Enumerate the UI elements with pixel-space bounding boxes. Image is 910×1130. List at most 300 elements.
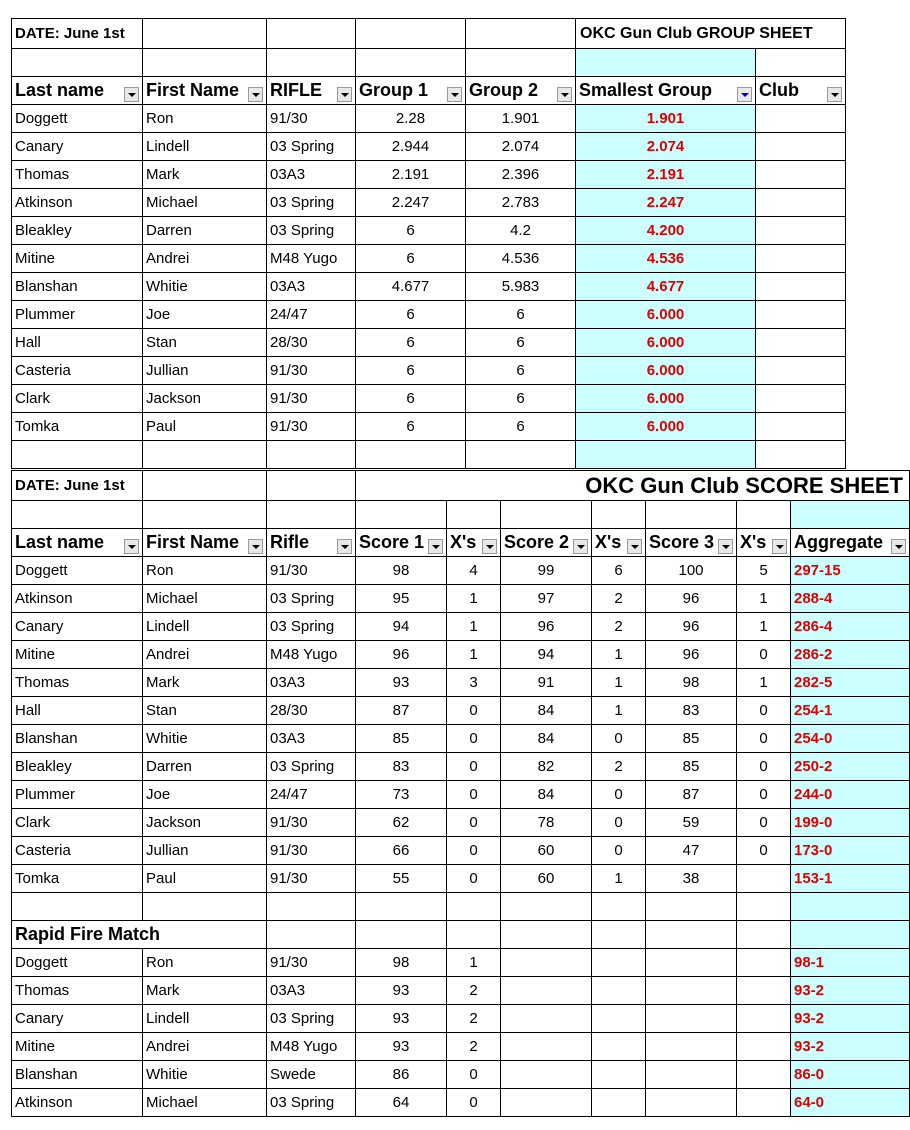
- dropdown-arrow-icon[interactable]: [428, 539, 443, 554]
- score-cell-last-name: Casteria: [12, 837, 143, 865]
- score-cell-last-name: Mitine: [12, 641, 143, 669]
- group-cell-rifle: 03 Spring: [267, 133, 356, 161]
- rapid-cell-2: Swede: [267, 1061, 356, 1089]
- score-cell-last-name: Blanshan: [12, 725, 143, 753]
- score-cell-score-2: 97: [501, 585, 592, 613]
- score-cell-x-s: 6: [592, 557, 646, 585]
- group-header-first-name: [143, 77, 267, 105]
- score-cell-last-name: Canary: [12, 613, 143, 641]
- group-cell-club: [756, 301, 846, 329]
- score-cell-aggregate: 153-1: [791, 865, 910, 893]
- score-cell-first-name: Stan: [143, 697, 267, 725]
- score-header-rifle-2: [267, 529, 356, 557]
- score-cell-last-name: Plummer: [12, 781, 143, 809]
- group-cell-last-name: Tomka: [12, 413, 143, 441]
- score-cell-x-s: 2: [592, 585, 646, 613]
- group-cell-last-name: Plummer: [12, 301, 143, 329]
- score-cell-score-3: 96: [646, 641, 737, 669]
- group-cell-smallest-group: 6.000: [576, 357, 756, 385]
- rapid-cell-3: 93: [356, 977, 447, 1005]
- table-row: [12, 893, 910, 921]
- score-cell-x-s: 0: [447, 865, 501, 893]
- score-cell-x-s: 0: [737, 781, 791, 809]
- score-cell-x-s: [737, 865, 791, 893]
- group-cell-smallest-group: 2.191: [576, 161, 756, 189]
- rapid-cell-4: 2: [447, 1005, 501, 1033]
- score-cell-last-name: Hall: [12, 697, 143, 725]
- rapid-cell-9: 98-1: [791, 949, 910, 977]
- group-cell-last-name: Mitine: [12, 245, 143, 273]
- group-cell-club: [756, 105, 846, 133]
- group-cell-smallest-group: 4.200: [576, 217, 756, 245]
- score-cell-last-name: Bleakley: [12, 753, 143, 781]
- score-cell-score-1: 62: [356, 809, 447, 837]
- score-cell-score-2: 84: [501, 697, 592, 725]
- score-cell-score-2: 82: [501, 753, 592, 781]
- table-row: [12, 1005, 910, 1033]
- score-cell-score-1: 83: [356, 753, 447, 781]
- dropdown-arrow-icon[interactable]: [248, 539, 263, 554]
- group-cell-last-name: Bleakley: [12, 217, 143, 245]
- table-row: [12, 837, 910, 865]
- group-cell-group-1: 2.191: [356, 161, 466, 189]
- group-cell-group-1: 6: [356, 217, 466, 245]
- group-sheet-title: OKC Gun Club GROUP SHEET: [576, 19, 846, 49]
- rapid-cell-4: 0: [447, 1061, 501, 1089]
- group-sheet-table: [11, 18, 846, 469]
- score-header-first-name-1: [143, 529, 267, 557]
- rapid-cell-0: Blanshan: [12, 1061, 143, 1089]
- dropdown-arrow-icon[interactable]: [772, 539, 787, 554]
- table-row: [12, 133, 846, 161]
- rapid-cell-2: 91/30: [267, 949, 356, 977]
- table-row: [12, 697, 910, 725]
- score-cell-score-3: 83: [646, 697, 737, 725]
- table-row: [12, 273, 846, 301]
- score-cell-x-s: 0: [592, 837, 646, 865]
- score-date: DATE: June 1st: [12, 471, 143, 501]
- score-cell-first-name: Michael: [143, 585, 267, 613]
- group-cell-first-name: Lindell: [143, 133, 267, 161]
- group-cell-first-name: Andrei: [143, 245, 267, 273]
- rapid-cell-3: 86: [356, 1061, 447, 1089]
- score-cell-rifle: M48 Yugo: [267, 641, 356, 669]
- dropdown-arrow-icon[interactable]: [573, 539, 588, 554]
- group-cell-rifle: 91/30: [267, 413, 356, 441]
- table-row: [12, 1061, 910, 1089]
- group-cell-group-1: 6: [356, 301, 466, 329]
- header-label: Club: [759, 79, 799, 100]
- score-cell-score-2: 60: [501, 837, 592, 865]
- score-cell-score-1: 85: [356, 725, 447, 753]
- rapid-cell-1: Ron: [143, 949, 267, 977]
- dropdown-arrow-icon[interactable]: [718, 539, 733, 554]
- score-cell-score-1: 87: [356, 697, 447, 725]
- group-cell-club: [756, 245, 846, 273]
- group-cell-rifle: 03 Spring: [267, 189, 356, 217]
- group-cell-first-name: Paul: [143, 413, 267, 441]
- table-row: [12, 1089, 910, 1117]
- group-cell-group-1: 6: [356, 385, 466, 413]
- rapid-cell-2: 03 Spring: [267, 1089, 356, 1117]
- score-cell-score-1: 73: [356, 781, 447, 809]
- group-cell-group-1: 2.944: [356, 133, 466, 161]
- rapid-cell-0: Thomas: [12, 977, 143, 1005]
- score-cell-rifle: 03A3: [267, 725, 356, 753]
- group-date: DATE: June 1st: [12, 19, 143, 49]
- score-cell-score-3: 96: [646, 613, 737, 641]
- table-row: [12, 669, 910, 697]
- group-cell-smallest-group: 1.901: [576, 105, 756, 133]
- group-cell-smallest-group: 4.677: [576, 273, 756, 301]
- group-cell-first-name: Ron: [143, 105, 267, 133]
- table-row: [12, 585, 910, 613]
- table-row: [12, 977, 910, 1005]
- score-cell-x-s: 0: [737, 809, 791, 837]
- score-cell-score-3: 85: [646, 753, 737, 781]
- score-cell-x-s: 0: [447, 781, 501, 809]
- group-cell-club: [756, 413, 846, 441]
- group-header-rifle: [267, 77, 356, 105]
- group-cell-group-2: 6: [466, 413, 576, 441]
- table-row: [12, 329, 846, 357]
- header-label: RIFLE: [270, 79, 322, 100]
- rapid-cell-0: Atkinson: [12, 1089, 143, 1117]
- group-cell-group-1: 6: [356, 245, 466, 273]
- score-cell-first-name: Whitie: [143, 725, 267, 753]
- group-cell-last-name: Casteria: [12, 357, 143, 385]
- table-row: [12, 809, 910, 837]
- group-cell-first-name: Stan: [143, 329, 267, 357]
- table-row: [12, 949, 910, 977]
- score-cell-score-2: 99: [501, 557, 592, 585]
- score-cell-last-name: Tomka: [12, 865, 143, 893]
- score-cell-x-s: 2: [592, 753, 646, 781]
- table-row: [12, 641, 910, 669]
- group-cell-group-1: 6: [356, 413, 466, 441]
- dropdown-arrow-icon[interactable]: [337, 87, 352, 102]
- score-cell-score-3: 100: [646, 557, 737, 585]
- group-cell-group-1: 4.677: [356, 273, 466, 301]
- header-label: X's: [740, 531, 767, 552]
- table-row: [12, 189, 846, 217]
- score-cell-score-2: 78: [501, 809, 592, 837]
- rapid-cell-1: Mark: [143, 977, 267, 1005]
- score-cell-x-s: 4: [447, 557, 501, 585]
- score-cell-first-name: Andrei: [143, 641, 267, 669]
- score-cell-rifle: 24/47: [267, 781, 356, 809]
- score-header-x-s-4: [447, 529, 501, 557]
- sort-dropdown-arrow-icon[interactable]: [737, 87, 752, 102]
- score-cell-x-s: 0: [447, 697, 501, 725]
- score-cell-first-name: Lindell: [143, 613, 267, 641]
- dropdown-arrow-icon[interactable]: [891, 539, 906, 554]
- score-cell-rifle: 91/30: [267, 557, 356, 585]
- score-cell-x-s: 5: [737, 557, 791, 585]
- score-cell-first-name: Jullian: [143, 837, 267, 865]
- score-header-x-s-8: [737, 529, 791, 557]
- dropdown-arrow-icon[interactable]: [627, 539, 642, 554]
- score-header-last-name-0: [12, 529, 143, 557]
- group-cell-group-2: 1.901: [466, 105, 576, 133]
- dropdown-arrow-icon[interactable]: [337, 539, 352, 554]
- score-cell-aggregate: 282-5: [791, 669, 910, 697]
- score-cell-x-s: 1: [447, 585, 501, 613]
- rapid-cell-0: Doggett: [12, 949, 143, 977]
- group-cell-club: [756, 161, 846, 189]
- score-header-aggregate-9: [791, 529, 910, 557]
- dropdown-arrow-icon[interactable]: [447, 87, 462, 102]
- header-label: X's: [450, 531, 477, 552]
- group-cell-first-name: Michael: [143, 189, 267, 217]
- score-cell-x-s: 0: [447, 725, 501, 753]
- group-cell-group-1: 2.28: [356, 105, 466, 133]
- score-cell-rifle: 91/30: [267, 809, 356, 837]
- score-cell-aggregate: 286-2: [791, 641, 910, 669]
- score-cell-score-1: 95: [356, 585, 447, 613]
- rapid-cell-4: 1: [447, 949, 501, 977]
- group-cell-group-2: 5.983: [466, 273, 576, 301]
- rapid-cell-9: 93-2: [791, 1005, 910, 1033]
- group-cell-first-name: Joe: [143, 301, 267, 329]
- header-label: Last name: [15, 79, 105, 100]
- group-cell-first-name: Whitie: [143, 273, 267, 301]
- score-cell-score-2: 60: [501, 865, 592, 893]
- group-cell-rifle: 28/30: [267, 329, 356, 357]
- score-cell-score-3: 47: [646, 837, 737, 865]
- score-cell-aggregate: 173-0: [791, 837, 910, 865]
- group-cell-last-name: Atkinson: [12, 189, 143, 217]
- group-cell-rifle: 03 Spring: [267, 217, 356, 245]
- score-cell-score-2: 91: [501, 669, 592, 697]
- rapid-cell-0: Canary: [12, 1005, 143, 1033]
- score-cell-last-name: Atkinson: [12, 585, 143, 613]
- group-cell-group-2: 6: [466, 301, 576, 329]
- score-cell-x-s: 1: [737, 613, 791, 641]
- score-cell-aggregate: 297-15: [791, 557, 910, 585]
- group-header-club: [756, 77, 846, 105]
- group-cell-group-2: 2.396: [466, 161, 576, 189]
- table-row: [12, 105, 846, 133]
- table-row: [12, 865, 910, 893]
- group-cell-smallest-group: 4.536: [576, 245, 756, 273]
- score-cell-score-2: 96: [501, 613, 592, 641]
- score-cell-x-s: 2: [592, 613, 646, 641]
- score-cell-x-s: 0: [737, 725, 791, 753]
- rapid-cell-9: 93-2: [791, 1033, 910, 1061]
- table-row: [12, 217, 846, 245]
- rapid-cell-4: 2: [447, 977, 501, 1005]
- score-cell-rifle: 03 Spring: [267, 613, 356, 641]
- score-cell-score-1: 66: [356, 837, 447, 865]
- header-label: Score 3: [649, 531, 715, 552]
- score-cell-aggregate: 254-0: [791, 725, 910, 753]
- group-cell-smallest-group: 6.000: [576, 385, 756, 413]
- score-cell-score-3: 59: [646, 809, 737, 837]
- group-cell-group-2: 6: [466, 329, 576, 357]
- group-cell-club: [756, 189, 846, 217]
- score-sheet-title: OKC Gun Club SCORE SHEET: [356, 471, 910, 501]
- table-row: [12, 753, 910, 781]
- rapid-fire-title: Rapid Fire Match: [12, 921, 267, 949]
- group-cell-group-1: 6: [356, 357, 466, 385]
- score-cell-score-1: 93: [356, 669, 447, 697]
- score-cell-aggregate: 254-1: [791, 697, 910, 725]
- group-cell-rifle: 24/47: [267, 301, 356, 329]
- score-cell-score-3: 96: [646, 585, 737, 613]
- score-cell-last-name: Clark: [12, 809, 143, 837]
- group-cell-group-2: 4.2: [466, 217, 576, 245]
- dropdown-arrow-icon[interactable]: [557, 87, 572, 102]
- score-cell-score-3: 98: [646, 669, 737, 697]
- group-cell-last-name: Blanshan: [12, 273, 143, 301]
- score-cell-first-name: Darren: [143, 753, 267, 781]
- group-cell-club: [756, 357, 846, 385]
- table-row: [12, 557, 910, 585]
- rapid-cell-3: 64: [356, 1089, 447, 1117]
- group-cell-group-1: 2.247: [356, 189, 466, 217]
- score-cell-aggregate: 250-2: [791, 753, 910, 781]
- score-cell-rifle: 03 Spring: [267, 753, 356, 781]
- score-cell-score-1: 96: [356, 641, 447, 669]
- score-cell-aggregate: 288-4: [791, 585, 910, 613]
- score-header-score-2-5: [501, 529, 592, 557]
- score-cell-rifle: 28/30: [267, 697, 356, 725]
- score-header-score-1-3: [356, 529, 447, 557]
- rapid-cell-1: Michael: [143, 1089, 267, 1117]
- score-cell-x-s: 0: [592, 809, 646, 837]
- dropdown-arrow-icon[interactable]: [124, 87, 139, 102]
- rapid-cell-1: Whitie: [143, 1061, 267, 1089]
- score-cell-first-name: Ron: [143, 557, 267, 585]
- score-cell-score-2: 84: [501, 725, 592, 753]
- score-cell-rifle: 91/30: [267, 837, 356, 865]
- score-cell-x-s: 0: [737, 753, 791, 781]
- group-cell-club: [756, 329, 846, 357]
- rapid-cell-4: 2: [447, 1033, 501, 1061]
- group-cell-group-2: 4.536: [466, 245, 576, 273]
- header-label: Aggregate: [794, 531, 884, 552]
- score-cell-x-s: 0: [592, 781, 646, 809]
- score-cell-x-s: 1: [447, 641, 501, 669]
- dropdown-arrow-icon[interactable]: [124, 539, 139, 554]
- score-cell-score-1: 55: [356, 865, 447, 893]
- group-cell-club: [756, 217, 846, 245]
- table-row: [12, 1033, 910, 1061]
- group-cell-first-name: Jackson: [143, 385, 267, 413]
- group-cell-smallest-group: 6.000: [576, 413, 756, 441]
- score-cell-x-s: 0: [447, 753, 501, 781]
- group-cell-group-2: 6: [466, 357, 576, 385]
- score-cell-x-s: 1: [737, 585, 791, 613]
- score-header-score-3-7: [646, 529, 737, 557]
- group-cell-group-2: 6: [466, 385, 576, 413]
- group-cell-group-1: 6: [356, 329, 466, 357]
- dropdown-arrow-icon[interactable]: [248, 87, 263, 102]
- header-label: X's: [595, 531, 622, 552]
- rapid-cell-9: 64-0: [791, 1089, 910, 1117]
- group-cell-rifle: 91/30: [267, 357, 356, 385]
- header-label: Score 2: [504, 531, 570, 552]
- score-cell-x-s: 1: [592, 641, 646, 669]
- score-cell-x-s: 0: [447, 809, 501, 837]
- group-header-group-2: [466, 77, 576, 105]
- header-label: Score 1: [359, 531, 425, 552]
- group-header-smallest-group: [576, 77, 756, 105]
- score-cell-first-name: Mark: [143, 669, 267, 697]
- score-cell-x-s: 0: [447, 837, 501, 865]
- rapid-cell-2: 03A3: [267, 977, 356, 1005]
- group-cell-club: [756, 133, 846, 161]
- group-cell-group-2: 2.783: [466, 189, 576, 217]
- group-cell-last-name: Thomas: [12, 161, 143, 189]
- score-cell-score-1: 94: [356, 613, 447, 641]
- dropdown-arrow-icon[interactable]: [827, 87, 842, 102]
- table-row: [12, 613, 910, 641]
- score-cell-x-s: 1: [592, 697, 646, 725]
- group-cell-smallest-group: 2.247: [576, 189, 756, 217]
- score-sheet-table: [11, 470, 910, 1117]
- rapid-cell-3: 93: [356, 1005, 447, 1033]
- score-cell-score-3: 38: [646, 865, 737, 893]
- score-cell-x-s: 1: [592, 865, 646, 893]
- table-row: [12, 161, 846, 189]
- rapid-cell-1: Lindell: [143, 1005, 267, 1033]
- score-cell-rifle: 91/30: [267, 865, 356, 893]
- rapid-cell-2: M48 Yugo: [267, 1033, 356, 1061]
- score-cell-score-2: 94: [501, 641, 592, 669]
- score-cell-x-s: 1: [447, 613, 501, 641]
- rapid-cell-1: Andrei: [143, 1033, 267, 1061]
- dropdown-arrow-icon[interactable]: [482, 539, 497, 554]
- group-header-last-name: [12, 77, 143, 105]
- group-cell-rifle: 03A3: [267, 161, 356, 189]
- score-cell-last-name: Doggett: [12, 557, 143, 585]
- rapid-cell-9: 86-0: [791, 1061, 910, 1089]
- score-cell-first-name: Jackson: [143, 809, 267, 837]
- header-label: Last name: [15, 531, 105, 552]
- score-cell-rifle: 03A3: [267, 669, 356, 697]
- score-cell-x-s: 1: [592, 669, 646, 697]
- group-cell-club: [756, 385, 846, 413]
- group-cell-rifle: 03A3: [267, 273, 356, 301]
- group-cell-rifle: 91/30: [267, 385, 356, 413]
- score-cell-x-s: 0: [737, 697, 791, 725]
- table-row: [12, 413, 846, 441]
- rapid-cell-4: 0: [447, 1089, 501, 1117]
- rapid-cell-3: 98: [356, 949, 447, 977]
- rapid-cell-9: 93-2: [791, 977, 910, 1005]
- header-label: Rifle: [270, 531, 310, 552]
- group-cell-group-2: 2.074: [466, 133, 576, 161]
- group-cell-last-name: Doggett: [12, 105, 143, 133]
- header-label: First Name: [146, 531, 240, 552]
- rapid-cell-2: 03 Spring: [267, 1005, 356, 1033]
- group-cell-smallest-group: 6.000: [576, 301, 756, 329]
- header-label: Group 2: [469, 79, 539, 100]
- group-cell-first-name: Mark: [143, 161, 267, 189]
- table-row: [12, 357, 846, 385]
- group-cell-first-name: Darren: [143, 217, 267, 245]
- header-label: Smallest Group: [579, 79, 713, 100]
- rapid-cell-0: Mitine: [12, 1033, 143, 1061]
- score-cell-x-s: 0: [592, 725, 646, 753]
- group-cell-smallest-group: 6.000: [576, 329, 756, 357]
- group-cell-rifle: 91/30: [267, 105, 356, 133]
- rapid-fire-header-row: [12, 921, 910, 949]
- rapid-cell-3: 93: [356, 1033, 447, 1061]
- score-cell-x-s: 1: [737, 669, 791, 697]
